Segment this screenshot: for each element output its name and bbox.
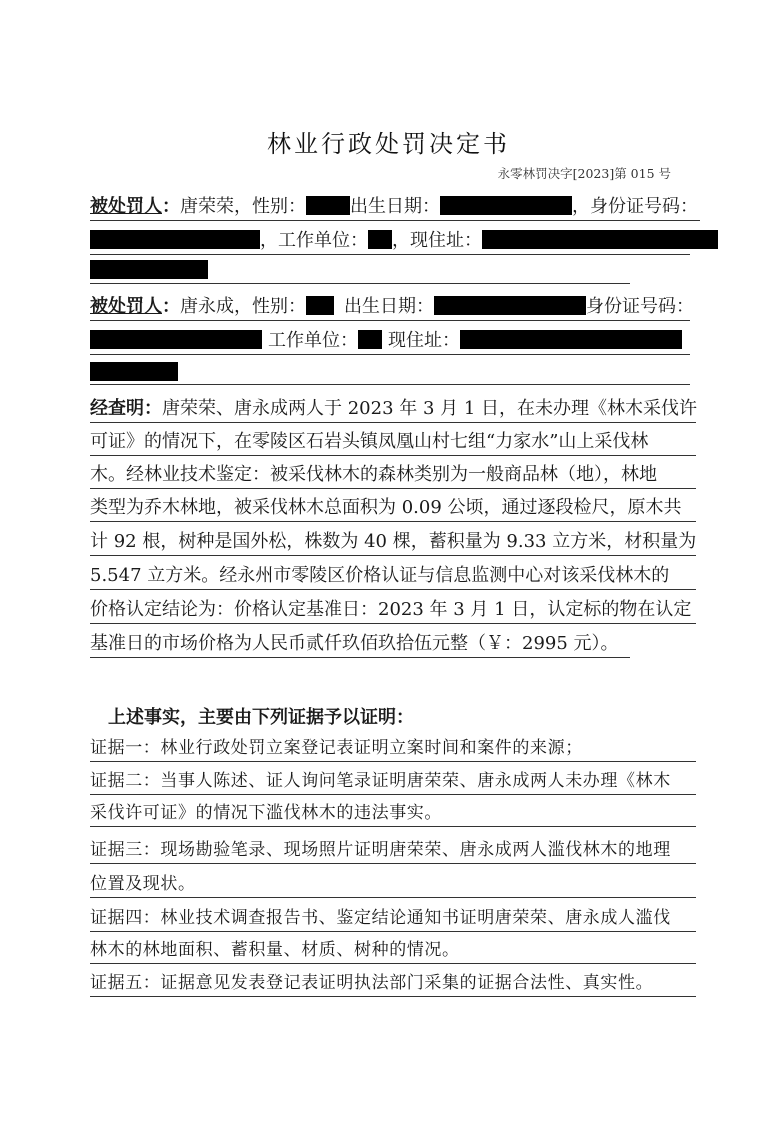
party1-label: 被处罚人 (90, 196, 162, 217)
underline (90, 320, 690, 321)
underline (90, 254, 690, 255)
redacted-gender (306, 196, 350, 215)
evidence-item-3: 证据三：现场勘验笔录、现场照片证明唐荣荣、唐永成两人滥伐林木的地理 (90, 837, 696, 864)
evidence-item-2-cont: 采伐许可证》的情况下滥伐林木的违法事实。 (90, 800, 696, 827)
findings-line: 5.547 立方米。经永州市零陵区价格认证与信息监测中心对该采伐林木的 (90, 563, 696, 590)
redacted-address (460, 330, 682, 349)
party1-line-2: ，工作单位： ，现住址： (90, 228, 700, 254)
party1-line-3 (90, 258, 630, 284)
evidence-item-4: 证据四：林业技术调查报告书、鉴定结论通知书证明唐荣荣、唐永成人滥伐 (90, 905, 696, 932)
evidence-item-5: 证据五：证据意见发表登记表证明执法部门采集的证据合法性、真实性。 (90, 970, 696, 997)
redacted-id-number (90, 230, 260, 249)
underline (90, 354, 690, 355)
party1-name: 唐荣荣 (180, 196, 234, 217)
redacted-workplace (358, 330, 382, 349)
findings-line: 可证》的情况下，在零陵区石岩头镇凤凰山村七组“力家水”山上采伐林 (90, 429, 696, 456)
evidence-item-2: 证据二：当事人陈述、证人询问笔录证明唐荣荣、唐永成两人未办理《林木 (90, 768, 696, 795)
findings-label: 经查明： (90, 398, 162, 419)
party2-line-2: 工作单位： 现住址： (90, 328, 700, 354)
party2-label: 被处罚人 (90, 296, 162, 317)
evidence-item-4-cont: 林木的林地面积、蓄积量、材质、树种的情况。 (90, 937, 696, 964)
document-number: 永零林罚决字[2023]第 015 号 (497, 166, 671, 181)
underline (90, 283, 630, 284)
evidence-item-1: 证据一：林业行政处罚立案登记表证明立案时间和案件的来源； (90, 735, 696, 762)
document-title: 林业行政处罚决定书 (267, 130, 510, 158)
party1-line-1: 被处罚人：唐荣荣，性别： 出生日期： ，身份证号码： (90, 196, 698, 217)
redacted-dob (434, 296, 586, 315)
redacted-address-cont (90, 362, 178, 381)
evidence-item-3-cont: 位置及现状。 (90, 871, 696, 898)
redacted-address (482, 230, 718, 249)
findings-line: 木。经林业技术鉴定：被采伐林木的森林类别为一般商品林（地），林地 (90, 462, 696, 489)
findings-line: 类型为乔木林地，被采伐林木总面积为 0.09 公顷，通过逐段检尺，原木共 (90, 495, 696, 522)
redacted-id-number (90, 330, 262, 349)
redacted-gender (306, 296, 334, 315)
underline (90, 384, 690, 385)
findings-line: 价格认定结论为：价格认定基准日：2023 年 3 月 1 日，认定标的物在认定 (90, 597, 696, 624)
party2-name: 唐永成 (180, 296, 234, 317)
party2-line-1: 被处罚人：唐永成，性别： 出生日期： 身份证号码： (90, 296, 694, 317)
redacted-address-cont (90, 260, 208, 279)
party2-line-3 (90, 360, 690, 386)
findings-line-1: 经查明：唐荣荣、唐永成两人于 2023 年 3 月 1 日，在未办理《林木采伐许 (90, 396, 696, 423)
underline (90, 220, 700, 221)
evidence-heading: 上述事实，主要由下列证据予以证明： (108, 707, 414, 728)
redacted-dob (440, 196, 572, 215)
findings-line: 基准日的市场价格为人民币贰仟玖佰玖拾伍元整（￥：2995 元）。 (90, 631, 630, 658)
findings-line: 计 92 根，树种是国外松，株数为 40 棵，蓄积量为 9.33 立方米，材积量为 (90, 529, 696, 556)
redacted-workplace (368, 230, 392, 249)
